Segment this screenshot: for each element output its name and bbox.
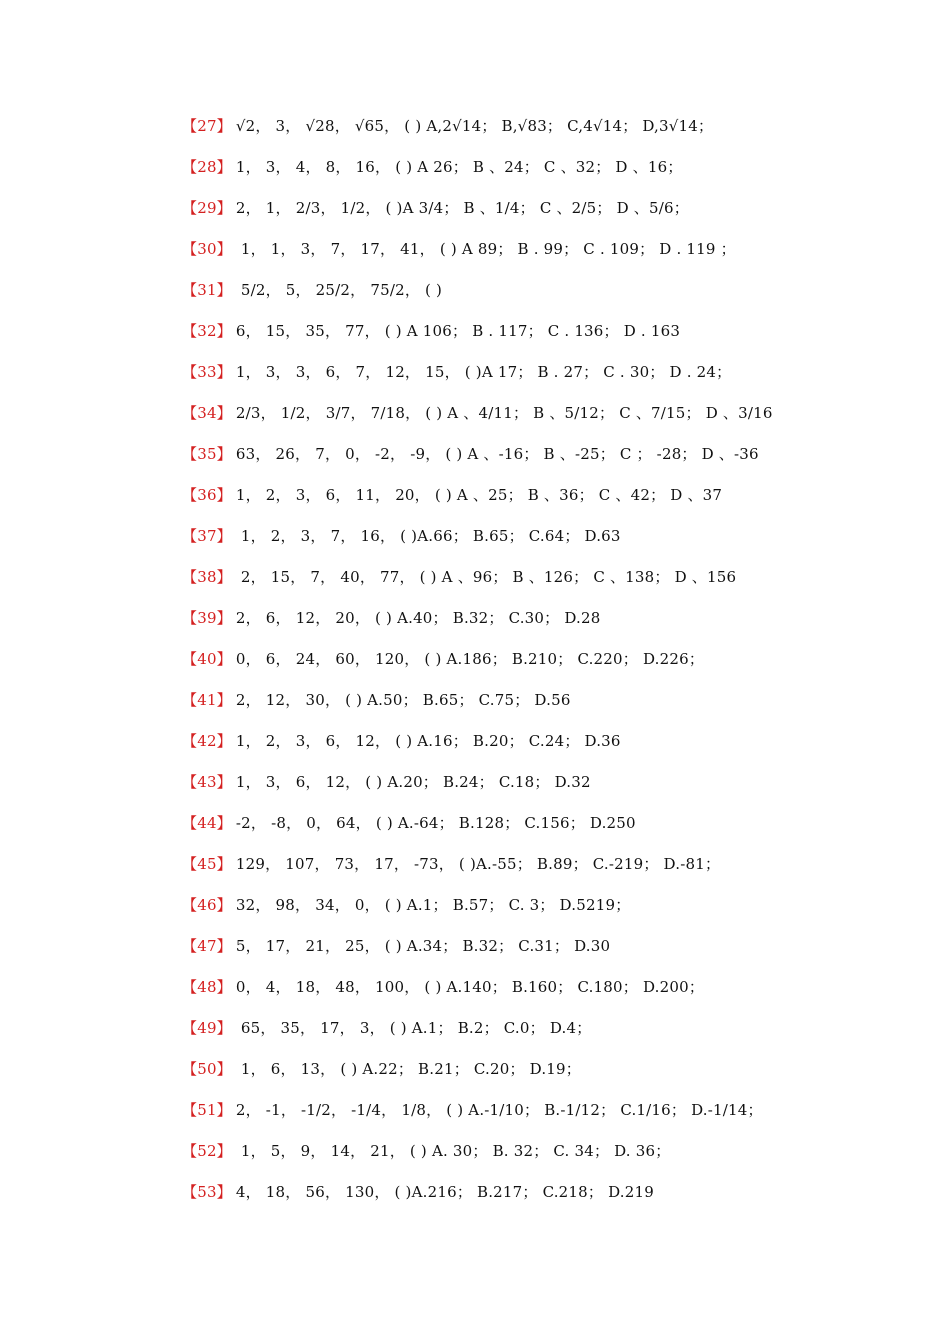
question-text: 63， 26， 7， 0， -2， -9， ( ) A 、-16； B 、-25； C ； -28； D 、-36 bbox=[235, 445, 759, 463]
question-number: 【48】 bbox=[182, 978, 232, 996]
question-item-42 bbox=[182, 725, 882, 766]
question-item-39 bbox=[182, 602, 882, 643]
question-number: 【41】 bbox=[182, 691, 232, 709]
question-item-51 bbox=[182, 1094, 882, 1135]
question-text: 2， 12， 30， ( ) A.50； B.65； C.75； D.56 bbox=[235, 691, 571, 709]
question-item-29 bbox=[182, 192, 882, 233]
question-text: -2， -8， 0， 64， ( ) A.-64； B.128； C.156； D.250 bbox=[235, 814, 636, 832]
question-number: 【50】 bbox=[182, 1060, 232, 1078]
question-text: √2， 3， √28， √65， ( ) A,2√14； B,√83； C,4√14； D,3√14； bbox=[235, 117, 714, 135]
question-text: 5/2， 5， 25/2， 75/2， ( ) bbox=[235, 281, 443, 299]
question-text: 0， 4， 18， 48， 100， ( ) A.140； B.160； C.180； D.200； bbox=[235, 978, 705, 996]
question-item-32 bbox=[182, 315, 882, 356]
question-item-43 bbox=[182, 766, 882, 807]
question-number: 【27】 bbox=[182, 117, 232, 135]
question-item-35 bbox=[182, 438, 882, 479]
question-item-37 bbox=[182, 520, 882, 561]
question-item-28 bbox=[182, 151, 882, 192]
question-item-50 bbox=[182, 1053, 882, 1094]
question-number: 【46】 bbox=[182, 896, 232, 914]
question-text: 129， 107， 73， 17， -73， ( )A.-55； B.89； C.-219； D.-81； bbox=[235, 855, 721, 873]
question-text: 1， 2， 3， 6， 12， ( ) A.16； B.20； C.24； D.36 bbox=[235, 732, 621, 750]
question-text: 4， 18， 56， 130， ( )A.216； B.217； C.218； D.219 bbox=[235, 1183, 654, 1201]
question-number: 【40】 bbox=[182, 650, 232, 668]
question-text: 0， 6， 24， 60， 120， ( ) A.186； B.210； C.220； D.226； bbox=[235, 650, 705, 668]
question-text: 1， 6， 13， ( ) A.22； B.21； C.20； D.19； bbox=[235, 1060, 581, 1078]
question-number: 【47】 bbox=[182, 937, 232, 955]
question-text: 2， 6， 12， 20， ( ) A.40； B.32； C.30； D.28 bbox=[235, 609, 601, 627]
question-item-34 bbox=[182, 397, 882, 438]
question-text: 5， 17， 21， 25， ( ) A.34； B.32； C.31； D.30 bbox=[235, 937, 611, 955]
question-item-45 bbox=[182, 848, 882, 889]
question-text: 1， 3， 4， 8， 16， ( ) A 26； B 、24； C 、32； D 、16； bbox=[235, 158, 683, 176]
question-item-38 bbox=[182, 561, 882, 602]
question-item-41 bbox=[182, 684, 882, 725]
question-item-33 bbox=[182, 356, 882, 397]
question-number: 【28】 bbox=[182, 158, 232, 176]
question-item-44 bbox=[182, 807, 882, 848]
question-item-49 bbox=[182, 1012, 882, 1053]
question-item-47 bbox=[182, 930, 882, 971]
question-item-46 bbox=[182, 889, 882, 930]
question-list bbox=[182, 110, 882, 1217]
question-item-27 bbox=[182, 110, 882, 151]
question-item-48 bbox=[182, 971, 882, 1012]
question-text: 1， 5， 9， 14， 21， ( ) A. 30； B. 32； C. 34； D. 36； bbox=[235, 1142, 671, 1160]
question-number: 【44】 bbox=[182, 814, 232, 832]
question-item-31 bbox=[182, 274, 882, 315]
question-number: 【51】 bbox=[182, 1101, 232, 1119]
question-item-52 bbox=[182, 1135, 882, 1176]
question-text: 32， 98， 34， 0， ( ) A.1； B.57； C. 3； D.5219； bbox=[235, 896, 631, 914]
question-item-40 bbox=[182, 643, 882, 684]
question-number: 【49】 bbox=[182, 1019, 232, 1037]
question-text: 1， 2， 3， 6， 11， 20， ( ) A 、25； B 、36； C 、42； D 、37 bbox=[235, 486, 723, 504]
question-text: 65， 35， 17， 3， ( ) A.1； B.2； C.0； D.4； bbox=[235, 1019, 592, 1037]
question-item-30 bbox=[182, 233, 882, 274]
question-item-53 bbox=[182, 1176, 882, 1217]
question-number: 【52】 bbox=[182, 1142, 232, 1160]
question-number: 【33】 bbox=[182, 363, 232, 381]
question-number: 【31】 bbox=[182, 281, 232, 299]
question-number: 【35】 bbox=[182, 445, 232, 463]
question-number: 【53】 bbox=[182, 1183, 232, 1201]
question-text: 1， 1， 3， 7， 17， 41， ( ) A 89； B . 99； C . 109； D . 119 ； bbox=[235, 240, 736, 258]
question-number: 【45】 bbox=[182, 855, 232, 873]
question-number: 【43】 bbox=[182, 773, 232, 791]
question-text: 1， 2， 3， 7， 16， ( )A.66； B.65； C.64； D.63 bbox=[235, 527, 621, 545]
question-number: 【29】 bbox=[182, 199, 232, 217]
question-number: 【37】 bbox=[182, 527, 232, 545]
question-number: 【36】 bbox=[182, 486, 232, 504]
question-number: 【32】 bbox=[182, 322, 232, 340]
question-text: 1， 3， 3， 6， 7， 12， 15， ( )A 17； B . 27； C . 30； D . 24； bbox=[235, 363, 732, 381]
question-text: 2， -1， -1/2， -1/4， 1/8， ( ) A.-1/10； B.-1/12； C.1/16； D.-1/14； bbox=[235, 1101, 763, 1119]
question-text: 2/3， 1/2， 3/7， 7/18， ( ) A 、4/11； B 、5/12； C 、7/15； D 、3/16 bbox=[235, 404, 773, 422]
question-number: 【30】 bbox=[182, 240, 232, 258]
question-text: 2， 1， 2/3， 1/2， ( )A 3/4； B 、1/4； C 、2/5； D 、5/6； bbox=[235, 199, 689, 217]
question-item-36 bbox=[182, 479, 882, 520]
question-number: 【38】 bbox=[182, 568, 232, 586]
question-number: 【42】 bbox=[182, 732, 232, 750]
question-text: 1， 3， 6， 12， ( ) A.20； B.24； C.18； D.32 bbox=[235, 773, 591, 791]
question-text: 6， 15， 35， 77， ( ) A 106； B . 117； C . 136； D . 163 bbox=[235, 322, 681, 340]
question-text: 2， 15， 7， 40， 77， ( ) A 、96； B 、126； C 、138； D 、156 bbox=[235, 568, 737, 586]
question-number: 【39】 bbox=[182, 609, 232, 627]
question-number: 【34】 bbox=[182, 404, 232, 422]
